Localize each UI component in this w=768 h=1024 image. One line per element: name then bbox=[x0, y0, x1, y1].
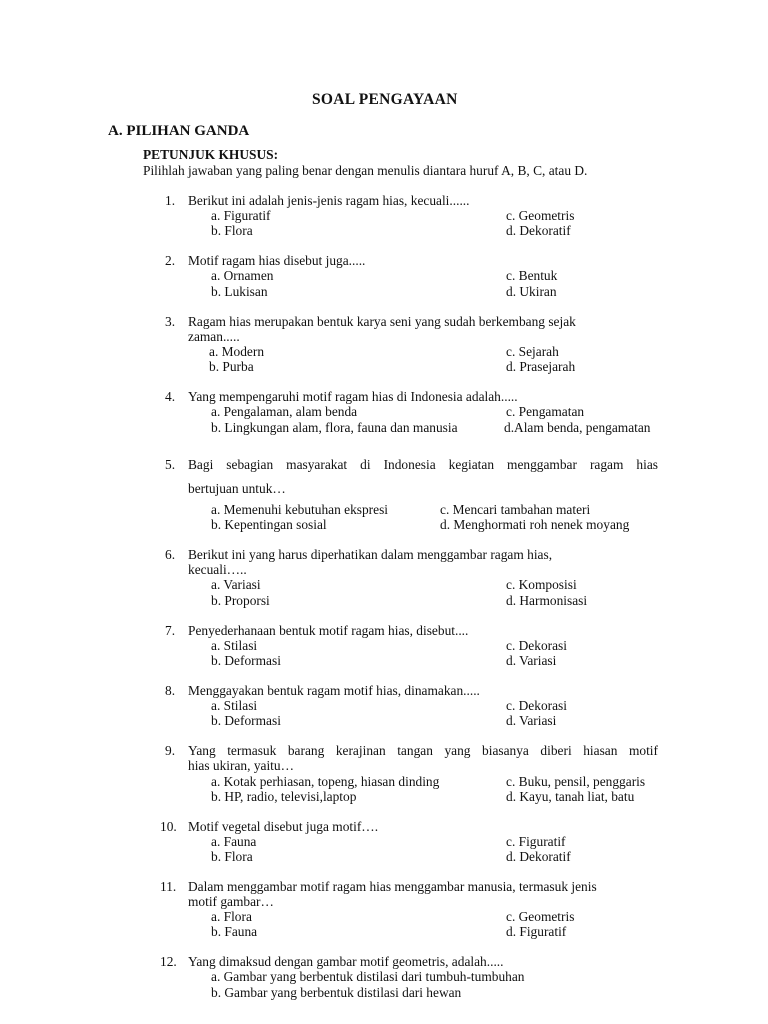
question-number: 12. bbox=[160, 954, 177, 969]
question-text: motif gambar… bbox=[188, 894, 274, 909]
option-d: d. Figuratif bbox=[506, 924, 567, 939]
option-a: a. Figuratif bbox=[211, 208, 271, 223]
option-a: a. Variasi bbox=[211, 577, 261, 592]
option-d: d. Prasejarah bbox=[506, 359, 576, 374]
section-heading: A. PILIHAN GANDA bbox=[108, 123, 250, 139]
option-b: b. Gambar yang berbentuk distilasi dari hewan bbox=[211, 985, 462, 1000]
page-title: SOAL PENGAYAAN bbox=[312, 91, 458, 108]
option-d: d. Dekoratif bbox=[506, 223, 571, 238]
option-d: d.Alam benda, pengamatan bbox=[504, 420, 651, 435]
option-a: a. Stilasi bbox=[211, 698, 258, 713]
option-b: b. Deformasi bbox=[211, 713, 281, 728]
option-c: c. Dekorasi bbox=[506, 698, 567, 713]
question-text: Berikut ini adalah jenis-jenis ragam hias, kecuali...... bbox=[188, 193, 470, 208]
question-text: Bagi sebagian masyarakat di Indonesia kegiatan menggambar ragam hias bbox=[188, 457, 658, 472]
option-b: b. Kepentingan sosial bbox=[211, 517, 327, 532]
option-b: b. Fauna bbox=[211, 924, 258, 939]
question-number: 7. bbox=[165, 623, 176, 638]
question-text: Motif ragam hias disebut juga..... bbox=[188, 253, 366, 268]
question-text: Penyederhanaan bentuk motif ragam hias, disebut.... bbox=[188, 623, 469, 638]
option-b: b. Lingkungan alam, flora, fauna dan manusia bbox=[211, 420, 458, 435]
question-number: 8. bbox=[165, 683, 176, 698]
option-b: b. HP, radio, televisi,laptop bbox=[211, 789, 357, 804]
question-number: 2. bbox=[165, 253, 176, 268]
option-c: c. Bentuk bbox=[506, 268, 558, 283]
question-text: Ragam hias merupakan bentuk karya seni yang sudah berkembang sejak bbox=[188, 314, 576, 329]
question-text: Yang termasuk barang kerajinan tangan yang biasanya diberi hiasan motif bbox=[188, 743, 658, 758]
question-text: Yang dimaksud dengan gambar motif geometris, adalah..... bbox=[188, 954, 504, 969]
question-number: 9. bbox=[165, 743, 176, 758]
option-a: a. Kotak perhiasan, topeng, hiasan dinding bbox=[211, 774, 440, 789]
option-d: d. Dekoratif bbox=[506, 849, 571, 864]
option-d: d. Variasi bbox=[506, 713, 557, 728]
option-c: c. Sejarah bbox=[506, 344, 559, 359]
option-c: c. Buku, pensil, penggaris bbox=[506, 774, 646, 789]
question-text: Motif vegetal disebut juga motif…. bbox=[188, 819, 379, 834]
question-text: zaman..... bbox=[188, 329, 240, 344]
instruction-text: Pilihlah jawaban yang paling benar dengan menulis diantara huruf A, B, C, atau D. bbox=[143, 163, 588, 178]
option-a: a. Stilasi bbox=[211, 638, 258, 653]
option-a: a. Ornamen bbox=[211, 268, 274, 283]
question-number: 10. bbox=[160, 819, 177, 834]
option-c: c. Dekorasi bbox=[506, 638, 567, 653]
option-c: c. Geometris bbox=[506, 909, 575, 924]
option-d: d. Harmonisasi bbox=[506, 593, 588, 608]
option-b: b. Flora bbox=[211, 223, 253, 238]
question-number: 6. bbox=[165, 547, 176, 562]
option-d: d. Ukiran bbox=[506, 284, 557, 299]
question-number: 4. bbox=[165, 389, 176, 404]
question-text: Menggayakan bentuk ragam motif hias, dinamakan..... bbox=[188, 683, 480, 698]
question-text: Dalam menggambar motif ragam hias menggambar manusia, termasuk jenis bbox=[188, 879, 597, 894]
option-a: a. Modern bbox=[209, 344, 265, 359]
option-a: a. Fauna bbox=[211, 834, 257, 849]
option-d: d. Kayu, tanah liat, batu bbox=[506, 789, 635, 804]
option-c: c. Pengamatan bbox=[506, 404, 585, 419]
question-number: 1. bbox=[165, 193, 176, 208]
option-c: c. Figuratif bbox=[506, 834, 566, 849]
question-text: kecuali….. bbox=[188, 562, 247, 577]
question-text: Berikut ini yang harus diperhatikan dalam menggambar ragam hias, bbox=[188, 547, 553, 562]
question-text: bertujuan untuk… bbox=[188, 481, 286, 496]
option-a: a. Pengalaman, alam benda bbox=[211, 404, 358, 419]
option-a: a. Gambar yang berbentuk distilasi dari tumbuh-tumbuhan bbox=[211, 969, 525, 984]
question-number: 3. bbox=[165, 314, 176, 329]
question-number: 11. bbox=[160, 879, 177, 894]
option-b: b. Purba bbox=[209, 359, 254, 374]
question-text: hias ukiran, yaitu… bbox=[188, 758, 294, 773]
option-d: d. Variasi bbox=[506, 653, 557, 668]
question-number: 5. bbox=[165, 457, 176, 472]
option-b: b. Flora bbox=[211, 849, 253, 864]
option-c: c. Mencari tambahan materi bbox=[440, 502, 591, 517]
question-text: Yang mempengaruhi motif ragam hias di Indonesia adalah..... bbox=[188, 389, 518, 404]
option-b: b. Proporsi bbox=[211, 593, 270, 608]
option-a: a. Memenuhi kebutuhan ekspresi bbox=[211, 502, 389, 517]
option-c: c. Komposisi bbox=[506, 577, 577, 592]
option-c: c. Geometris bbox=[506, 208, 575, 223]
option-a: a. Flora bbox=[211, 909, 252, 924]
option-d: d. Menghormati roh nenek moyang bbox=[440, 517, 630, 532]
instruction-heading: PETUNJUK KHUSUS: bbox=[143, 147, 279, 162]
option-b: b. Lukisan bbox=[211, 284, 268, 299]
option-b: b. Deformasi bbox=[211, 653, 281, 668]
